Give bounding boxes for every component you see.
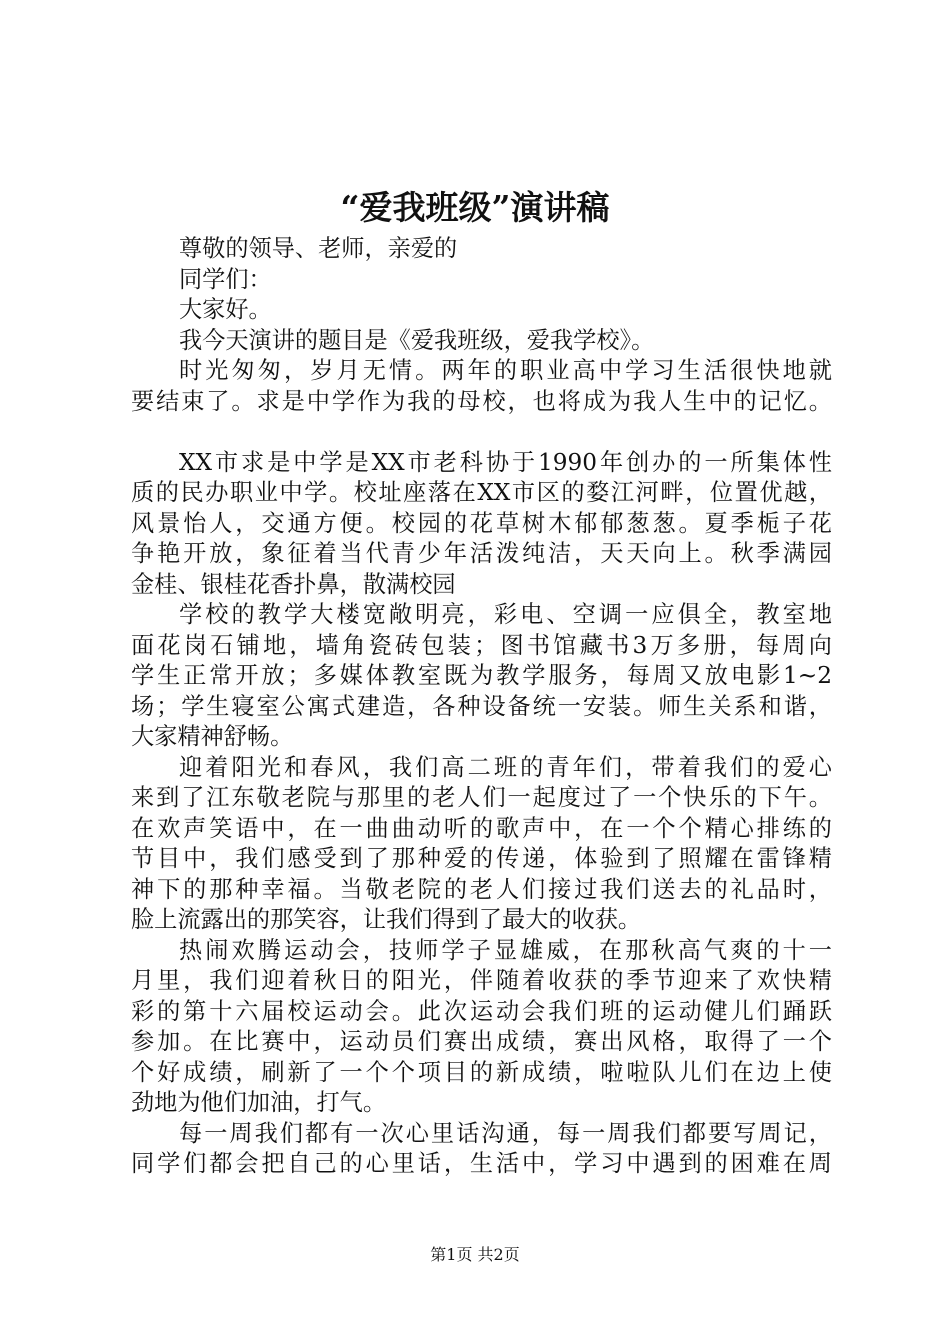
text-line: 在欢声笑语中，在一曲曲动听的歌声中，在一个个精心排练的 <box>131 814 832 842</box>
text-line: 大家好。 <box>179 296 272 323</box>
text-line: 迎着阳光和春风，我们高二班的青年们，带着我们的爱心 <box>179 753 832 781</box>
text-line: 质的民办职业中学。校址座落在XX市区的婺江河畔，位置优越， <box>131 479 832 506</box>
text-line: 时光匆匆，岁月无情。两年的职业高中学习生活很快地就 <box>179 357 832 384</box>
document-title: “爱我班级”演讲稿 <box>340 188 610 227</box>
text-line: 来到了江东敬老院与那里的老人们一起度过了一个快乐的下午。 <box>131 784 832 811</box>
text-line: 神下的那种幸福。当敬老院的老人们接过我们送去的礼品时， <box>131 875 832 903</box>
text-line: 学校的教学大楼宽敞明亮，彩电、空调一应俱全，教室地 <box>179 601 832 628</box>
text-line: 热闹欢腾运动会，技师学子显雄威，在那秋高气爽的十一 <box>179 936 832 964</box>
text-line: 个好成绩，刷新了一个个项目的新成绩，啦啦队儿们在边上使 <box>131 1058 832 1086</box>
text-line: 彩的第十六届校运动会。此次运动会我们班的运动健儿们踊跃 <box>131 997 832 1025</box>
text-line: 金桂、银桂花香扑鼻，散满校园 <box>131 570 456 598</box>
text-line: 我今天演讲的题目是《爱我班级，爱我学校》。 <box>179 326 655 354</box>
text-line: 尊敬的领导、老师，亲爱的 <box>179 235 458 262</box>
text-line: 同学们都会把自己的心里话，生活中，学习中遇到的困难在周 <box>131 1150 832 1177</box>
text-line: 大家精神舒畅。 <box>131 723 294 750</box>
text-line: 同学们： <box>179 265 272 293</box>
text-line: 月里，我们迎着秋日的阳光，伴随着收获的季节迎来了欢快精 <box>131 967 832 994</box>
blank-line <box>131 417 832 448</box>
text-line: 面花岗石铺地，墙角瓷砖包装；图书馆藏书3万多册，每周向 <box>131 631 832 659</box>
text-line: 争艳开放，象征着当代青少年活泼纯洁，天天向上。秋季满园 <box>131 540 832 567</box>
text-line: 参加。在比赛中，运动员们赛出成绩，赛出风格，取得了一个 <box>131 1028 832 1055</box>
text-line: 风景怡人，交通方便。校园的花草树木郁郁葱葱。夏季栀子花 <box>131 509 832 537</box>
text-line: 每一周我们都有一次心里话沟通，每一周我们都要写周记， <box>179 1119 832 1147</box>
text-line: 劲地为他们加油，打气。 <box>131 1089 387 1116</box>
document-body <box>131 234 832 1180</box>
text-line: 学生正常开放；多媒体教室既为教学服务，每周又放电影1~2 <box>131 662 832 689</box>
text-line: 要结束了。求是中学作为我的母校，也将成为我人生中的记忆。 <box>131 387 832 415</box>
text-line: XX市求是中学是XX市老科协于1990年创办的一所集体性 <box>179 448 832 476</box>
text-line: 节目中，我们感受到了那种爱的传递，体验到了照耀在雷锋精 <box>131 845 832 872</box>
page-number-footer: 第1页 共2页 <box>430 1245 520 1264</box>
text-line: 脸上流露出的那笑容，让我们得到了最大的收获。 <box>131 906 642 933</box>
text-line: 场；学生寝室公寓式建造，各种设备统一安装。师生关系和谐， <box>131 692 832 720</box>
